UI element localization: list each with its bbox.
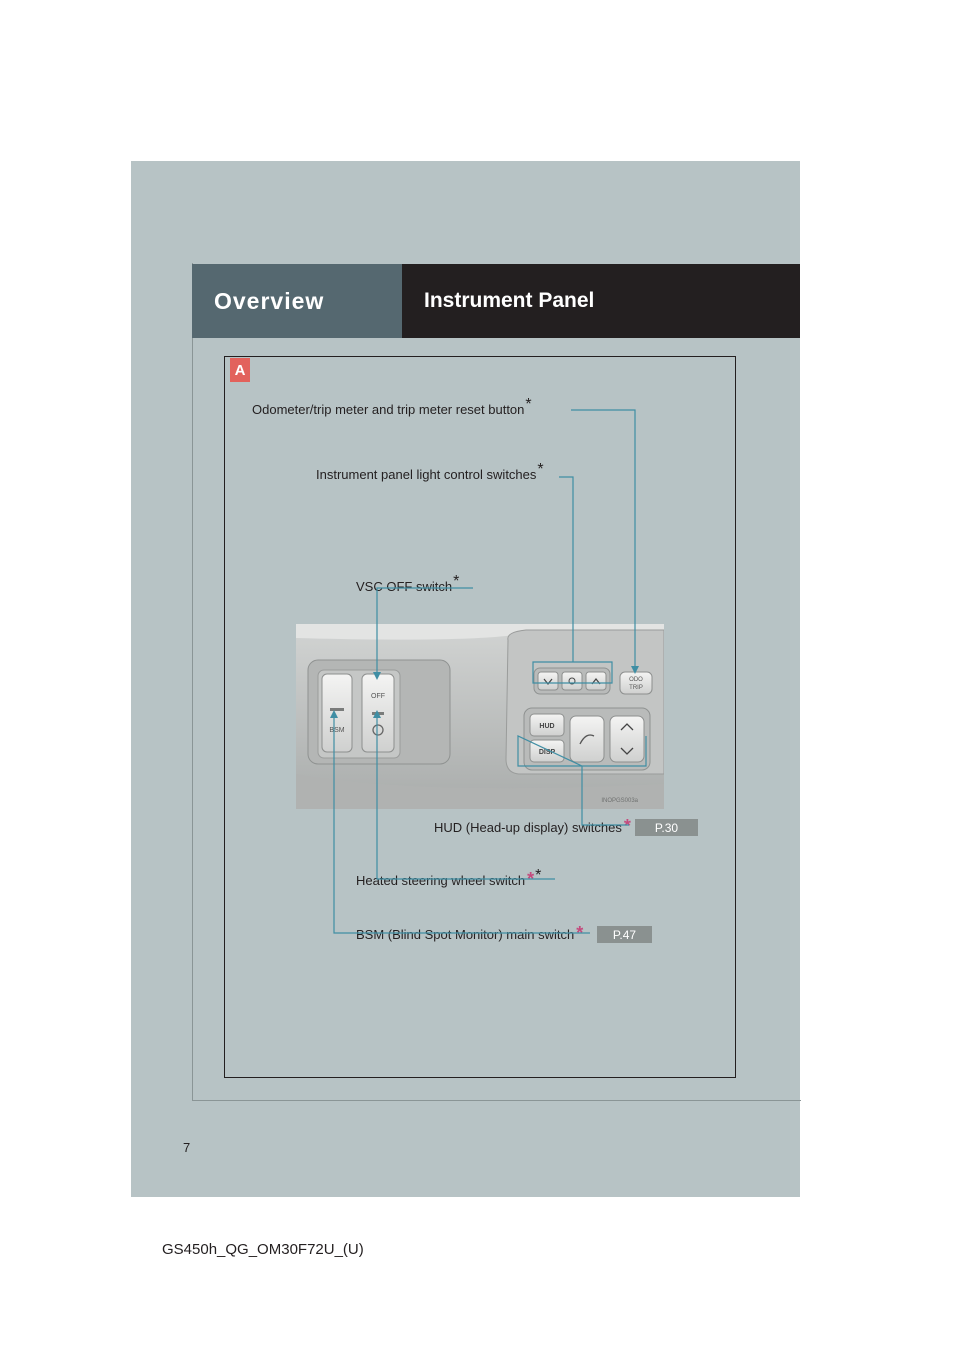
footnote-star: *	[537, 461, 544, 478]
vsc-off-callout-text: VSC OFF switch	[356, 579, 453, 594]
bsm-switch	[322, 674, 352, 752]
page-number: 7	[183, 1140, 191, 1155]
optional-equipment-star: *	[527, 869, 535, 889]
odometer-callout-text: Odometer/trip meter and trip meter reset button	[252, 402, 525, 417]
footnote-star: *	[453, 573, 460, 590]
vsc-off-callout	[356, 573, 460, 595]
bsm-page-ref[interactable]: P.47	[597, 926, 652, 943]
heated-wheel-callout	[356, 867, 542, 889]
optional-equipment-star: *	[576, 923, 584, 943]
panel-light-callout	[316, 461, 544, 483]
heated-wheel-callout-text: Heated steering wheel switch	[356, 873, 526, 888]
bsm-callout-text: BSM (Blind Spot Monitor) main switch	[356, 927, 575, 942]
vsc-off-switch-label: OFF	[371, 693, 385, 700]
bsm-callout	[356, 925, 583, 943]
odo-label: ODO	[629, 677, 643, 683]
odo-trip-button	[620, 672, 652, 694]
panel-light-callout-text: Instrument panel light control switches	[316, 467, 537, 482]
page-title: Instrument Panel	[402, 264, 800, 338]
image-id: INOPGS003a	[601, 798, 638, 804]
odometer-callout	[252, 396, 532, 418]
bsm-switch-label: BSM	[329, 727, 345, 734]
hud-page-ref[interactable]: P.30	[635, 819, 698, 836]
footnote-star: *	[525, 396, 532, 413]
footnote-star: *	[535, 867, 542, 884]
section-marker: A	[230, 358, 250, 382]
section-tab: Overview	[192, 264, 402, 338]
document-code: GS450h_QG_OM30F72U_(U)	[162, 1241, 364, 1258]
hud-callout	[434, 818, 631, 836]
instrument-panel-photo	[296, 624, 664, 809]
vsc-off-switch	[362, 674, 394, 752]
trip-label: TRIP	[629, 685, 643, 691]
optional-equipment-star: *	[623, 816, 631, 836]
hud-callout-text: HUD (Head-up display) switches	[434, 820, 622, 835]
hud-button-label: HUD	[539, 723, 555, 730]
disp-button-label: DISP	[538, 749, 556, 756]
